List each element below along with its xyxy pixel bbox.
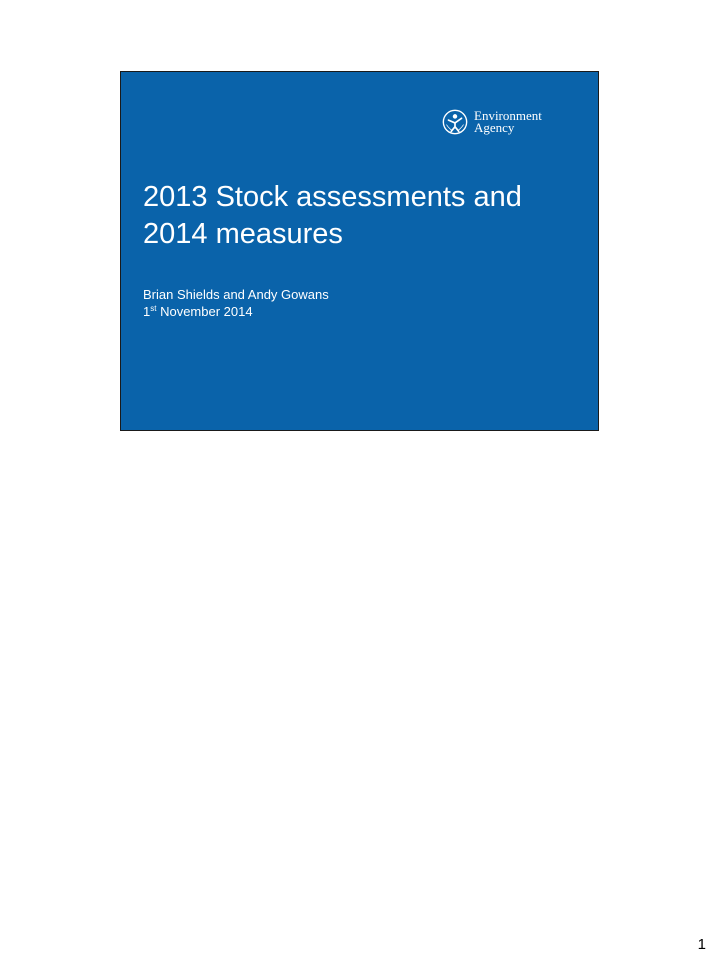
environment-agency-figure-icon [441,108,469,136]
page-number: 1 [697,936,706,953]
title-slide [120,71,599,431]
environment-agency-logo [441,108,542,136]
date-day: 1 [143,304,151,319]
date-month-year: November 2014 [156,304,253,319]
slide-title [143,179,583,253]
logo-wordmark [474,110,542,134]
slide-date [143,303,253,320]
logo-line-agency: Agency [474,120,515,135]
logo-line-environment: Environment [474,108,542,123]
slide-title-line-2: 2014 measures [143,218,343,250]
date-suffix: st [150,304,157,313]
slide-authors: Brian Shields and Andy Gowans [143,287,329,302]
slide-title-line-1: 2013 Stock assessments and [143,181,522,213]
